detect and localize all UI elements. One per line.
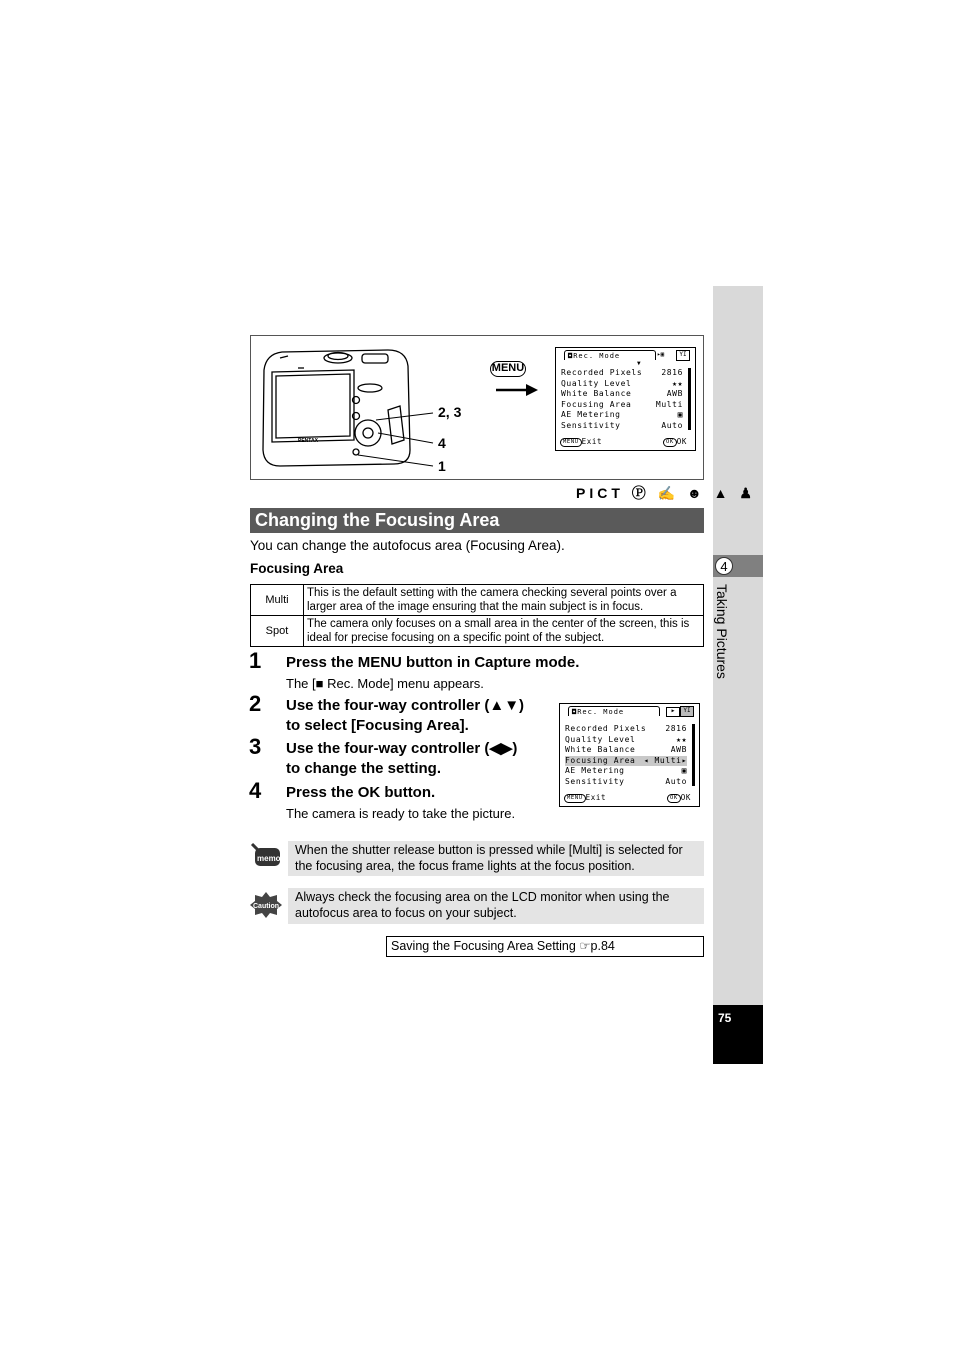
- step-1-sub: The [■ Rec. Mode] menu appears.: [286, 676, 484, 691]
- lcd-top-row: Focusing Area Multi: [561, 399, 683, 409]
- lcd-top-tab-title: ◘Rec. Mode: [564, 350, 656, 360]
- table-row: [251, 585, 704, 616]
- memo-icon-label: memo: [257, 854, 281, 863]
- menu-button-icon: MENU: [490, 361, 526, 377]
- table-cell-option: Multi: [251, 585, 304, 616]
- step-3-text-line2: to change the setting.: [286, 760, 442, 777]
- page-reference[interactable]: [386, 936, 704, 957]
- memo-icon: [250, 842, 282, 870]
- step-4-text: Press the OK button.: [286, 784, 436, 801]
- lcd-top-row: Sensitivity Auto: [561, 420, 683, 430]
- callout-steps-2-3: 2, 3: [438, 404, 462, 420]
- lcd-bottom-row: AE Metering ▣: [565, 766, 687, 775]
- lcd-top-row: Recorded Pixels 2816: [561, 368, 683, 377]
- lcd-top-scrollbar: [688, 368, 691, 430]
- settings-tab-icon: ΥI: [680, 706, 694, 717]
- reference-text: Saving the Focusing Area Setting: [391, 939, 576, 953]
- camera-brand: PENTAX: [298, 438, 318, 444]
- step-3-text-line1: Use the four-way controller (◀▶): [286, 740, 518, 757]
- table-cell-description: This is the default setting with the camera checking several points over a larger area of the image ensuring that the main subject is in focus.: [304, 585, 704, 616]
- step-1-text: Press the MENU button in Capture mode.: [286, 654, 580, 671]
- table-cell-description: The camera only focuses on a small area in the center of the screen, this is ideal for precise focusing on a specific point of the subject.: [304, 616, 704, 647]
- step-2-text-line1: Use the four-way controller (▲▼): [286, 697, 525, 714]
- step-2-text-line2: to select [Focusing Area].: [286, 717, 469, 734]
- lcd-bottom-row: Quality Level ★★: [565, 734, 687, 744]
- lcd-menu-top: [555, 347, 696, 451]
- cursor-down-icon: ▼: [637, 360, 641, 367]
- lcd-bottom-footer: MENU Exit OK OK: [564, 793, 691, 803]
- lcd-top-row: Quality Level ★★: [561, 378, 683, 388]
- reference-pointer-icon: ☞: [579, 939, 591, 953]
- step-2-number: 2: [249, 691, 262, 716]
- chapter-title-text: Taking Pictures: [714, 584, 730, 679]
- table-heading: Focusing Area: [250, 561, 344, 576]
- step-3-number: 3: [249, 734, 262, 759]
- chapter-title: [706, 584, 736, 696]
- lcd-bottom-row: White Balance AWB: [565, 745, 687, 754]
- lcd-top-footer: MENU Exit OK OK: [560, 437, 687, 447]
- callout-step-4: 4: [438, 435, 446, 451]
- focusing-area-table: [250, 584, 704, 647]
- menu-key-icon: MENU: [560, 438, 582, 447]
- caution-icon: [250, 891, 282, 919]
- menu-key-icon: MENU: [564, 794, 586, 803]
- camera-illustration-icon: [258, 340, 458, 475]
- step-4-number: 4: [249, 778, 262, 803]
- arrow-right-icon: [496, 382, 540, 398]
- memo-note: When the shutter release button is pressed while [Multi] is selected for the focusing area, the focus frame lights at the focus position.: [288, 841, 704, 876]
- settings-tab-icon: ΥI: [676, 350, 690, 361]
- lcd-top-row: White Balance AWB: [561, 389, 683, 398]
- table-cell-option: Spot: [251, 616, 304, 647]
- lcd-menu-bottom: [559, 703, 700, 807]
- step-1-number: 1: [249, 648, 262, 673]
- ok-key-icon: OK: [667, 794, 681, 803]
- lcd-bottom-row-highlighted: Focusing Area ◂ Multi▸: [565, 755, 687, 765]
- callout-step-1: 1: [438, 458, 446, 474]
- lcd-bottom-row: Recorded Pixels 2816: [565, 724, 687, 733]
- section-title: Changing the Focusing Area: [255, 510, 500, 530]
- lcd-bottom-tab-title: ◘Rec. Mode: [568, 706, 660, 716]
- step-4-sub: The camera is ready to take the picture.: [286, 806, 516, 821]
- chapter-number: 4: [715, 557, 733, 575]
- reference-page-link[interactable]: p.84: [590, 939, 615, 953]
- camera-icon: ◘: [568, 352, 574, 360]
- play-tab-icon: ▶: [666, 707, 680, 717]
- caution-note: Always check the focusing area on the LCD monitor when using the autofocus area to focus on your subject.: [288, 888, 704, 924]
- caution-icon-label: Caution: [253, 903, 280, 910]
- lcd-bottom-row: Sensitivity Auto: [565, 776, 687, 786]
- lcd-top-row: AE Metering ▣: [561, 410, 683, 419]
- table-row: [251, 616, 704, 647]
- page-number: 75: [718, 1011, 732, 1025]
- capture-mode-icons: PICT Ⓟ ✍ ☻ ▲ ♟: [576, 485, 756, 501]
- lcd-bottom-scrollbar: [692, 724, 695, 786]
- ok-key-icon: OK: [663, 438, 677, 447]
- intro-text: You can change the autofocus area (Focusing Area).: [250, 538, 565, 553]
- camera-icon: ◘: [572, 708, 578, 716]
- play-tab-icon: ▸▣: [657, 351, 665, 358]
